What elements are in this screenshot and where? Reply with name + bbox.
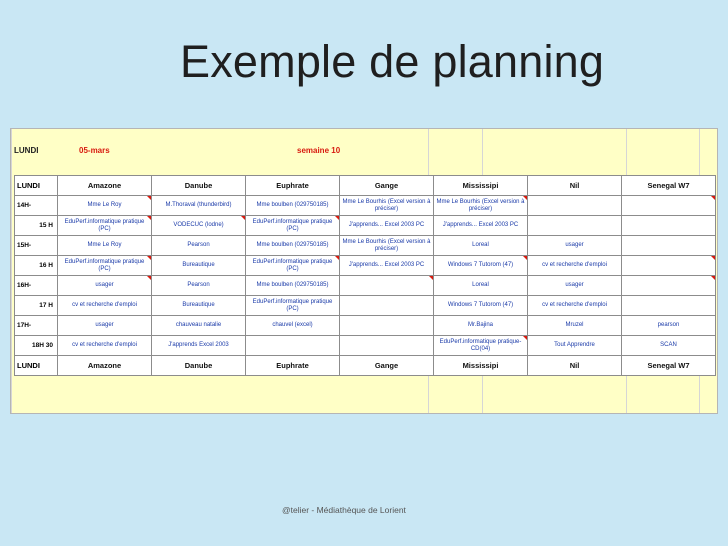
column-header-room: Mississipi bbox=[434, 176, 528, 196]
table-row bbox=[15, 336, 716, 356]
booking-text: chauveau natalie bbox=[175, 322, 222, 328]
booking-cell[interactable] bbox=[622, 276, 716, 296]
column-header-row bbox=[15, 176, 716, 196]
booking-text: Mme boulben (029750185) bbox=[256, 282, 329, 288]
booking-text: M.Thoraval (thunderbird) bbox=[165, 202, 232, 208]
booking-cell[interactable] bbox=[246, 276, 340, 296]
date-label: 05-mars bbox=[79, 146, 110, 155]
booking-cell[interactable] bbox=[528, 236, 622, 256]
booking-cell[interactable] bbox=[58, 336, 152, 356]
booking-cell[interactable] bbox=[434, 236, 528, 256]
booking-text: Loreal bbox=[472, 242, 489, 248]
booking-text: Tout Apprendre bbox=[554, 342, 595, 348]
booking-cell[interactable] bbox=[622, 216, 716, 236]
planning-sheet bbox=[10, 128, 718, 414]
booking-text: Loreal bbox=[472, 282, 489, 288]
column-footer-row bbox=[15, 356, 716, 376]
booking-text: usager bbox=[95, 282, 114, 288]
table-row bbox=[15, 216, 716, 236]
table-row bbox=[15, 256, 716, 276]
booking-text: Mme Le Bourhis (Excel version à préciser) bbox=[436, 198, 525, 212]
booking-cell[interactable] bbox=[622, 336, 716, 356]
column-header-room: Senegal W7 bbox=[622, 356, 716, 376]
table-row bbox=[15, 316, 716, 336]
booking-text: Mme Le Roy bbox=[87, 242, 122, 248]
booking-text: chauvel (excel) bbox=[272, 322, 313, 328]
booking-cell[interactable] bbox=[152, 236, 246, 256]
booking-text: cv et recherche d'emploi bbox=[542, 302, 607, 308]
column-header-day: LUNDI bbox=[15, 356, 58, 376]
booking-text: Mr.Bajina bbox=[467, 322, 493, 328]
booking-cell[interactable] bbox=[58, 196, 152, 216]
booking-cell[interactable] bbox=[434, 196, 528, 216]
booking-cell[interactable] bbox=[340, 316, 434, 336]
booking-text: EduPerf.informatique pratique (PC) bbox=[252, 218, 333, 232]
booking-text: Bureautique bbox=[182, 302, 215, 308]
booking-text: cv et recherche d'emploi bbox=[542, 262, 607, 268]
booking-text: pearson bbox=[657, 322, 680, 328]
sheet-header bbox=[11, 146, 717, 160]
comment-marker-icon bbox=[335, 216, 339, 220]
booking-cell[interactable] bbox=[246, 316, 340, 336]
comment-marker-icon bbox=[523, 336, 527, 340]
booking-text: Mruzel bbox=[565, 322, 584, 328]
booking-cell[interactable] bbox=[528, 256, 622, 276]
column-header-room: Danube bbox=[152, 356, 246, 376]
booking-cell[interactable] bbox=[152, 216, 246, 236]
booking-text: SCAN bbox=[660, 342, 677, 348]
booking-cell[interactable] bbox=[622, 236, 716, 256]
column-header-day: LUNDI bbox=[15, 176, 58, 196]
column-header-room: Euphrate bbox=[246, 356, 340, 376]
column-header-room: Gange bbox=[340, 356, 434, 376]
time-slot: 16H- bbox=[15, 276, 58, 296]
booking-text: usager bbox=[95, 322, 114, 328]
booking-text: J'apprends... Excel 2003 PC bbox=[442, 222, 519, 228]
booking-text: Mme boulben (029750185) bbox=[256, 242, 329, 248]
booking-cell[interactable] bbox=[152, 316, 246, 336]
booking-cell[interactable] bbox=[152, 196, 246, 216]
time-slot: 17H- bbox=[15, 316, 58, 336]
booking-text: Pearson bbox=[187, 282, 210, 288]
column-header-room: Senegal W7 bbox=[622, 176, 716, 196]
booking-cell[interactable] bbox=[622, 316, 716, 336]
table-row bbox=[15, 296, 716, 316]
comment-marker-icon bbox=[147, 256, 151, 260]
column-header-room: Danube bbox=[152, 176, 246, 196]
booking-cell[interactable] bbox=[434, 216, 528, 236]
booking-cell[interactable] bbox=[58, 256, 152, 276]
booking-cell[interactable] bbox=[622, 296, 716, 316]
booking-cell[interactable] bbox=[434, 276, 528, 296]
booking-text: VODECUC (lodne) bbox=[173, 222, 224, 228]
booking-cell[interactable] bbox=[152, 296, 246, 316]
comment-marker-icon bbox=[241, 216, 245, 220]
booking-cell[interactable] bbox=[152, 256, 246, 276]
comment-marker-icon bbox=[147, 216, 151, 220]
booking-cell[interactable] bbox=[246, 216, 340, 236]
booking-text: Windows 7 Tutorom (47) bbox=[447, 262, 514, 268]
booking-text: Mme Le Roy bbox=[87, 202, 122, 208]
booking-text: cv et recherche d'emploi bbox=[72, 302, 137, 308]
time-slot: 15 H bbox=[15, 216, 58, 236]
booking-cell[interactable] bbox=[434, 336, 528, 356]
column-header-room: Mississipi bbox=[434, 356, 528, 376]
time-slot: 16 H bbox=[15, 256, 58, 276]
booking-text: Mme boulben (029750185) bbox=[256, 202, 329, 208]
booking-cell[interactable] bbox=[528, 296, 622, 316]
booking-text: Mme Le Bourhis (Excel version à préciser) bbox=[342, 238, 431, 252]
booking-text: Mme Le Bourhis (Excel version à préciser) bbox=[342, 198, 431, 212]
booking-cell[interactable] bbox=[528, 276, 622, 296]
comment-marker-icon bbox=[523, 256, 527, 260]
comment-marker-icon bbox=[523, 196, 527, 200]
comment-marker-icon bbox=[429, 276, 433, 280]
booking-cell[interactable] bbox=[434, 256, 528, 276]
week-label: semaine 10 bbox=[297, 146, 341, 155]
booking-cell[interactable] bbox=[246, 296, 340, 316]
booking-cell[interactable] bbox=[528, 336, 622, 356]
slide-title: Exemple de planning bbox=[180, 36, 605, 87]
day-label: LUNDI bbox=[14, 146, 39, 155]
comment-marker-icon bbox=[711, 256, 715, 260]
booking-text: Pearson bbox=[187, 242, 210, 248]
booking-cell[interactable] bbox=[340, 216, 434, 236]
booking-cell[interactable] bbox=[434, 316, 528, 336]
time-slot: 15H- bbox=[15, 236, 58, 256]
table-row bbox=[15, 196, 716, 216]
booking-cell[interactable] bbox=[58, 296, 152, 316]
table-row bbox=[15, 276, 716, 296]
booking-text: EduPerf.informatique pratique (PC) bbox=[64, 258, 145, 272]
column-header-room: Nil bbox=[528, 176, 622, 196]
column-header-room: Nil bbox=[528, 356, 622, 376]
booking-cell[interactable] bbox=[340, 196, 434, 216]
booking-text: J'apprends Excel 2003 bbox=[168, 342, 229, 348]
time-slot: 14H- bbox=[15, 196, 58, 216]
booking-cell[interactable] bbox=[528, 316, 622, 336]
booking-text: EduPerf.informatique pratique (PC) bbox=[64, 218, 145, 232]
booking-text: EduPerf.informatique pratique (PC) bbox=[252, 298, 333, 312]
booking-cell[interactable] bbox=[246, 256, 340, 276]
booking-cell[interactable] bbox=[622, 256, 716, 276]
comment-marker-icon bbox=[711, 276, 715, 280]
booking-text: EduPerf.informatique pratique (PC) bbox=[252, 258, 333, 272]
planning-table bbox=[14, 175, 716, 376]
booking-cell[interactable] bbox=[152, 336, 246, 356]
booking-text: usager bbox=[565, 242, 584, 248]
booking-text: Bureautique bbox=[182, 262, 215, 268]
booking-cell[interactable] bbox=[152, 276, 246, 296]
booking-cell[interactable] bbox=[528, 216, 622, 236]
comment-marker-icon bbox=[335, 256, 339, 260]
booking-cell[interactable] bbox=[246, 236, 340, 256]
booking-cell[interactable] bbox=[58, 236, 152, 256]
time-slot: 18H 30 bbox=[15, 336, 58, 356]
booking-cell[interactable] bbox=[246, 336, 340, 356]
booking-cell[interactable] bbox=[340, 236, 434, 256]
booking-cell[interactable] bbox=[246, 196, 340, 216]
column-header-room: Gange bbox=[340, 176, 434, 196]
booking-cell[interactable] bbox=[58, 276, 152, 296]
booking-cell[interactable] bbox=[340, 256, 434, 276]
booking-cell[interactable] bbox=[58, 316, 152, 336]
table-row bbox=[15, 236, 716, 256]
booking-cell[interactable] bbox=[340, 296, 434, 316]
slide-footer: @telier - Médiathèque de Lorient bbox=[282, 505, 406, 515]
booking-text: J'apprends... Excel 2003 PC bbox=[348, 262, 425, 268]
booking-text: Windows 7 Tutorom (47) bbox=[447, 302, 514, 308]
comment-marker-icon bbox=[711, 196, 715, 200]
time-slot: 17 H bbox=[15, 296, 58, 316]
column-header-room: Amazone bbox=[58, 176, 152, 196]
booking-cell[interactable] bbox=[340, 276, 434, 296]
booking-text: usager bbox=[565, 282, 584, 288]
booking-text: EduPerf.informatique pratique-CD(04) bbox=[439, 338, 522, 352]
booking-cell[interactable] bbox=[340, 336, 434, 356]
booking-cell[interactable] bbox=[528, 196, 622, 216]
booking-text: cv et recherche d'emploi bbox=[72, 342, 137, 348]
booking-cell[interactable] bbox=[434, 296, 528, 316]
booking-cell[interactable] bbox=[622, 196, 716, 216]
column-header-room: Amazone bbox=[58, 356, 152, 376]
booking-cell[interactable] bbox=[58, 216, 152, 236]
comment-marker-icon bbox=[147, 196, 151, 200]
column-header-room: Euphrate bbox=[246, 176, 340, 196]
booking-text: J'apprends... Excel 2003 PC bbox=[348, 222, 425, 228]
comment-marker-icon bbox=[147, 276, 151, 280]
